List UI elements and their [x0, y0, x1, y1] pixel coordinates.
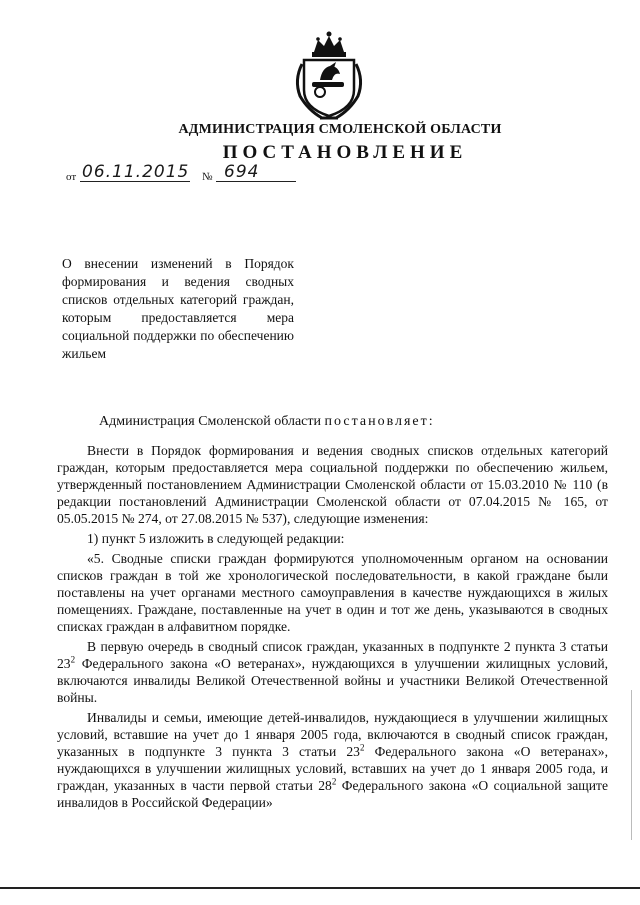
paragraph-text: Федерального закона «О социальной защите инвалидов в Российской Федерации»: [57, 778, 609, 810]
handwritten-number: 694: [224, 162, 260, 182]
body-paragraph: 1) пункт 5 изложить в следующей редакции:: [87, 531, 345, 546]
scan-edge-line: [631, 690, 632, 840]
superscript: 2: [359, 742, 365, 753]
date-label: от: [66, 171, 77, 183]
document-type-title: ПОСТАНОВЛЕНИЕ: [222, 142, 468, 163]
number-label: №: [202, 171, 213, 183]
paragraph-text: Федерального закона «О ветеранах», нуждающихся в улучшении жилищных условий, включаются инвалиды Великой Отечественной войны и участники Великой Отечественной войны.: [57, 656, 608, 705]
page-bottom-border: [0, 887, 640, 889]
organization-title: АДМИНИСТРАЦИЯ СМОЛЕНСКОЙ ОБЛАСТИ: [178, 122, 502, 137]
preamble-text: Администрация Смоленской области: [99, 414, 322, 429]
body-paragraph: «5. Сводные списки граждан формируются уполномоченным органом на основании списков граждан в той же хронологической последовательности, в какой граждане были поставлены на учет органами местного самоуправления в качестве нуждающихся в жилых помещениях. Граждане, поставленные на учет в один и тот же день, указываются в сводных списках граждан в алфавитном порядке.: [57, 551, 608, 634]
body-paragraph: [57, 709, 608, 811]
date-underline: [80, 181, 190, 182]
paragraph-text: В первую очередь в сводный список граждан, указанных в подпункте 2 пункта 3 статьи 23: [57, 639, 608, 671]
number-underline: [216, 181, 296, 182]
document-body: [57, 442, 608, 814]
body-paragraph: Внести в Порядок формирования и ведения сводных списков отдельных категорий граждан, которым предоставляется мера социальной поддержки по обеспечению жильем, утвержденный постановлением Администрации Смоленской области от 15.03.2010 № 110 (в редакции постановлений Администрации Смоленской области от 07.04.2015 № 165, от 05.05.2015 № 274, от 27.08.2015 № 537), следующие изменения:: [57, 443, 608, 526]
preamble: [99, 414, 435, 430]
superscript: 2: [331, 776, 337, 787]
body-paragraph: [57, 638, 608, 706]
preamble-resolves: постановляет:: [324, 414, 435, 429]
document-subject: О внесении изменений в Порядок формирования и ведения сводных списков отдельных категорий граждан, которым предоставляется мера социальной поддержки по обеспечению жильем: [62, 256, 294, 361]
handwritten-date: 06.11.2015: [82, 162, 190, 182]
superscript: 2: [70, 654, 76, 665]
paragraph-text: Инвалиды и семьи, имеющие детей-инвалидов, нуждающиеся в улучшении жилищных условий, вставшие на учет до 1 января 2005 года, включаются в сводный список граждан, указанных в подпункте 3 пункта 3 статьи 23: [57, 710, 608, 759]
smolensk-coat-of-arms-icon: [290, 30, 368, 122]
paragraph-text: Федерального закона «О ветеранах», нуждающихся в улучшении жилищных условий, вставших на учет до 1 января 2005 года, и граждан, указанных в части первой статьи 28: [57, 744, 608, 793]
